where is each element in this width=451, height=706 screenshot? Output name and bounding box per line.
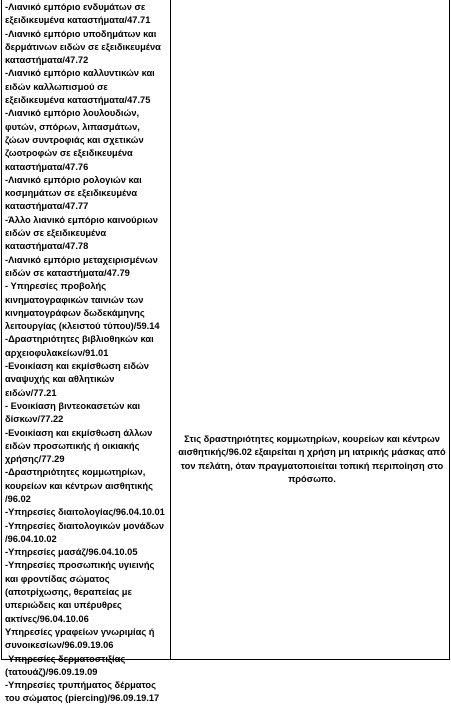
activity-entry: -Υπηρεσίες τρυπήματος δέρματος του σώματος (piercing)/96.09.19.17 (5, 680, 160, 704)
activity-entry: -Δραστηριότητες βιβλιοθηκών και αρχειοφυλακείων/91.01 (5, 334, 154, 358)
activity-entry: -Λιανικό εμπόριο καλλυντικών και ειδών καλλωπισμού σε εξειδικευμένα καταστήματα/47.75 (5, 68, 155, 106)
activity-entry: -Υπηρεσίες προσωπικής υγιεινής και φροντίδας σώματος (αποτρίχωσης, θεραπείας με υπεριώδεις και υπέρυθρες ακτίνες/96.04.10.06 (5, 560, 155, 624)
activity-entry: - Ενοικίαση βιντεοκασετών και δίσκων/77.22 (5, 400, 141, 425)
exception-note: Στις δραστηριότητες κομμωτηρίων, κουρείων και κέντρων αισθητικής/96.02 εξαιρείται η χρήση μη ιατρικής μάσκας από τον πελάτη, όταν πραγματοποιείται τοπική περιποίηση στο πρόσωπο. (178, 434, 446, 484)
activity-entry: -Λιανικό εμπόριο ενδυμάτων σε εξειδικευμένα καταστήματα/47.71 (5, 2, 151, 26)
activity-entry: - Υπηρεσίες προβολής κινηματογραφικών ταινιών των κινηματογράφων δωδεκάμηνης λειτουργίας (κλειστού τύπου)/59.14 (5, 281, 160, 332)
column-divider (170, 0, 171, 659)
activity-entry: -Δραστηριότητες κομμωτηρίων, κουρείων και κέντρων αισθητικής /96.02 (5, 467, 153, 504)
activity-entry: -Λιανικό εμπόριο λουλουδιών, φυτών, σπόρων, λιπασμάτων, ζώων συντροφιάς και σχετικών ζωοτροφών σε εξειδικευμένα καταστήματα/47.76 (5, 108, 144, 172)
activity-entry: -Άλλο λιανικό εμπόριο καινούριων ειδών σε εξειδικευμένα καταστήματα/47.78 (5, 214, 158, 252)
activity-entry: -Υπηρεσίες μασάζ/96.04.10.05 (5, 547, 138, 558)
activities-table (1, 0, 450, 704)
activity-entry: -Υπηρεσίες δερματοστιξίας (τατουάζ)/96.09.19.09 (5, 653, 126, 677)
activity-entry: -Υπηρεσίες διαιτολογικών μονάδων /96.04.10.02 (5, 520, 165, 544)
activity-entry: -Ενοικίαση και εκμίσθωση άλλων ειδών προσωπικής ή οικιακής χρήσης/77.29 (5, 427, 153, 465)
activities-list (5, 1, 167, 706)
activity-entry: -Λιανικό εμπόριο μεταχειρισμένων ειδών σε καταστήματα/47.79 (5, 254, 158, 278)
activity-entry: Υπηρεσίες γραφείων γνωριμίας ή συνοικεσίων/96.09.19.06 (5, 626, 155, 651)
activity-entry: -Λιανικό εμπόριο ρολογιών και κοσμημάτων σε εξειδικευμένα καταστήματα/47.77 (5, 174, 142, 212)
activity-entry: -Ενοικίαση και εκμίσθωση ειδών αναψυχής και αθλητικών ειδών/77.21 (5, 361, 149, 398)
activity-entry: -Υπηρεσίες διαιτολογίας/96.04.10.01 (5, 507, 165, 518)
activity-entry: -Λιανικό εμπόριο υποδημάτων και δερμάτινων ειδών σε εξειδικευμένα καταστήματα/47.72 (5, 28, 161, 66)
